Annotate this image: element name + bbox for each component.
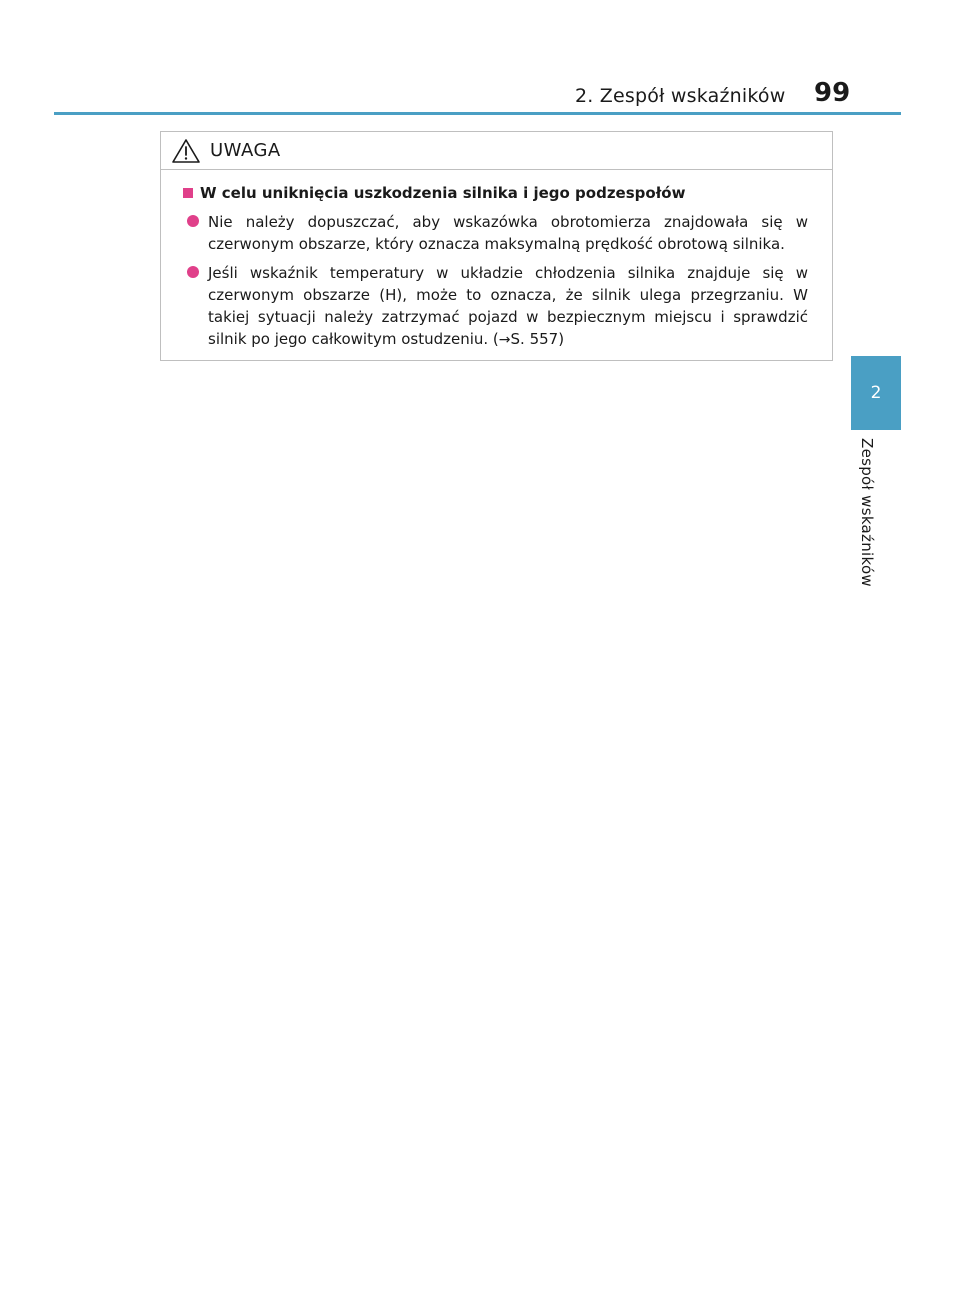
round-bullet-icon <box>187 215 199 227</box>
chapter-tab <box>851 356 901 430</box>
caution-header <box>161 132 832 170</box>
list-item-text <box>208 262 808 351</box>
page-reference-link[interactable]: S. 557 <box>510 330 559 348</box>
warning-triangle-icon <box>171 138 201 164</box>
header-rule <box>54 112 901 115</box>
caution-heading-text: W celu uniknięcia uszkodzenia silnika i jego podzespołów <box>200 184 686 202</box>
list-item-body: Jeśli wskaźnik temperatury w układzie chłodzenia silnika znajduje się w czerwonym obszarze (H), może to oznacza, że silnik ulega przegrzaniu. W takiej sytuacji należy zatrzymać pojazd w bezpiecznym miejscu i sprawdzić silnik po jego całkowitym ostudzeniu. ( <box>208 264 808 348</box>
chapter-tab-number: 2 <box>870 383 882 403</box>
square-bullet-icon <box>183 188 193 198</box>
list-item <box>187 262 818 351</box>
page-number: 99 <box>814 78 851 108</box>
reference-arrow-icon: → <box>498 332 511 348</box>
caution-box <box>160 131 833 361</box>
round-bullet-icon <box>187 266 199 278</box>
caution-body <box>161 170 832 351</box>
reference-close: ) <box>558 330 565 348</box>
caution-label: UWAGA <box>210 140 281 161</box>
chapter-side-label: Zespół wskaźników <box>858 438 876 587</box>
list-item-text: Nie należy dopuszczać, aby wskazówka obrotomierza znajdowała się w czerwonym obszarze, który oznacza maksymalną prędkość obrotową silnika. <box>208 213 808 253</box>
list-item <box>187 211 818 255</box>
caution-section-heading <box>183 184 818 202</box>
running-header-title: 2. Zespół wskaźników <box>575 85 786 107</box>
